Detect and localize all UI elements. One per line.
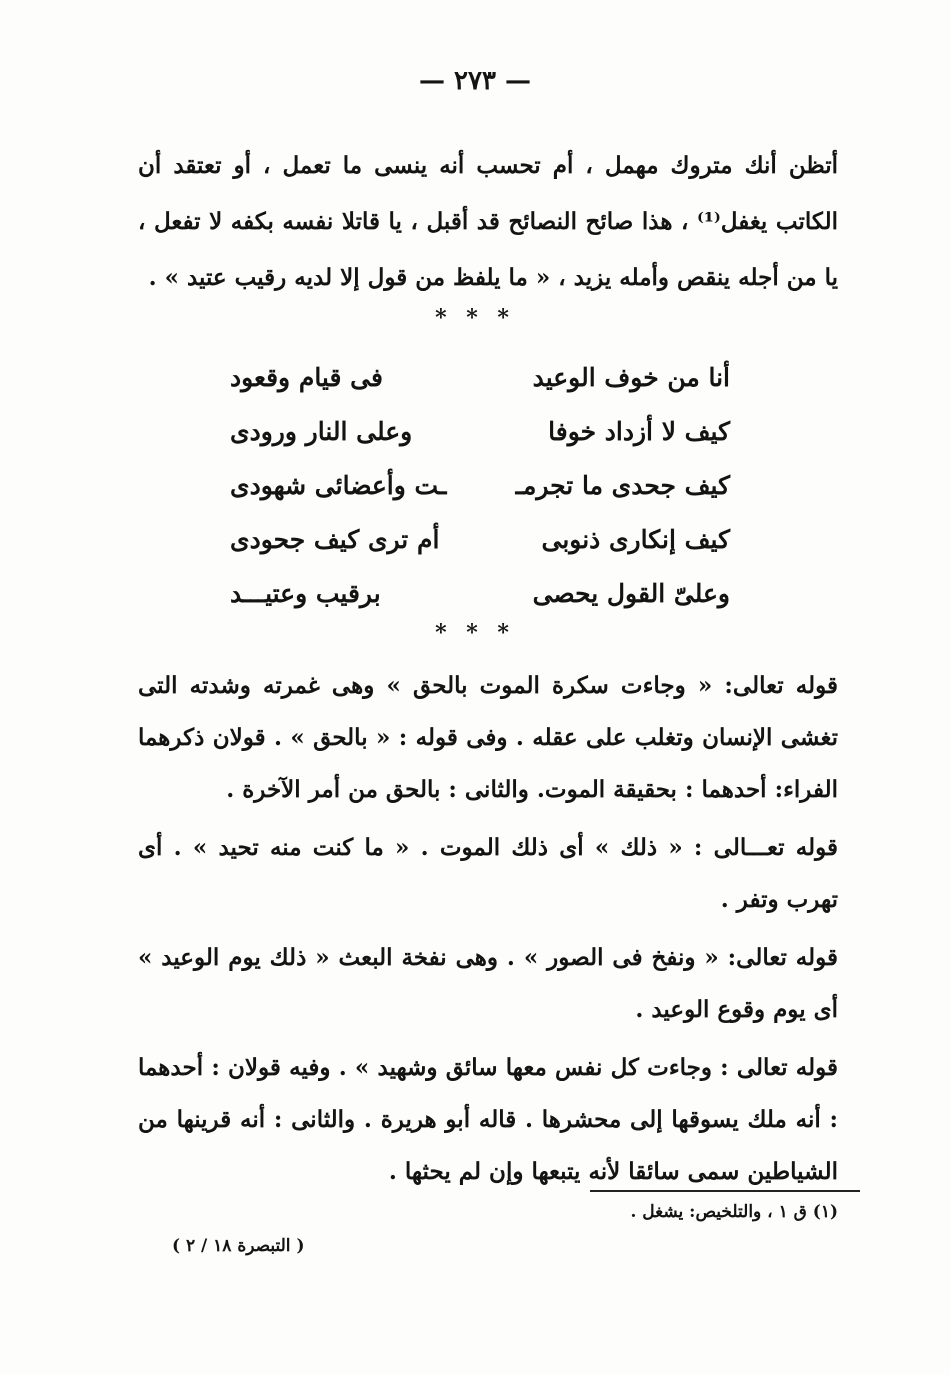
poem-verse xyxy=(230,512,730,566)
verse-second-hemistich: فى قيام وقعود xyxy=(230,362,383,392)
verse-first-hemistich: وعلىّ القول يحصى xyxy=(532,578,730,608)
verse-second-hemistich: وعلى النار ورودى xyxy=(230,416,413,446)
poem-verse xyxy=(230,404,730,458)
tafsir-paragraph: قوله تعالى: « وجاءت سكرة الموت بالحق » وهى غمرته وشدته التى تغشى الإنسان وتغلب على عقله . وفى قوله : « بالحق » . قولان ذكرهما الفراء: أحدهما : بحقيقة الموت. والثانى : بالحق من أمر الآخرة . xyxy=(138,672,838,803)
verse-first-hemistich: كيف لا أزداد خوفا xyxy=(548,416,730,446)
separator-stars: * * * xyxy=(435,620,515,646)
tafsir-paragraph: قوله تعالى: « ونفخ فى الصور » . وهى نفخة البعث « ذلك يوم الوعيد » أى يوم وقوع الوعيد . xyxy=(138,944,838,1023)
intro-text: أتظن أنك متروك مهمل ، أم تحسب أنه ينسى ما تعمل ، أو تعتقد أن الكاتب يغفل⁽¹⁾ ، هذا صائح النصائح قد أقبل ، يا قاتلا نفسه بكفه لا تفعل ، يا من أجله ينقص وأمله يزيد ، « ما يلفظ من قول إلا لديه رقيب عتيد » . xyxy=(138,152,838,291)
verse-second-hemistich: برقيب وعتيـــد xyxy=(230,578,381,608)
page-number: — ٢٧٣ — xyxy=(418,66,532,96)
poem-verse xyxy=(230,458,730,512)
poem xyxy=(230,350,730,620)
tafsir-paragraph: قوله تعـــالى : « ذلك » أى ذلك الموت . « ما كنت منه تحيد » . أى تهرب وتفر . xyxy=(138,834,838,913)
verse-second-hemistich: ـت وأعضائى شهودى xyxy=(230,470,447,500)
verse-first-hemistich: كيف جحدى ما تجرمـ xyxy=(515,470,730,500)
verse-first-hemistich: أنا من خوف الوعيد xyxy=(532,362,730,392)
tafsir-paragraph: قوله تعالى : وجاءت كل نفس معها سائق وشهيد » . وفيه قولان : أحدهما : أنه ملك يسوقها إلى محشرها . قاله أبو هريرة . والثانى : أنه قرينها من الشياطين سمى سائقا لأنه يتبعها وإن لم يحثها . xyxy=(138,1054,838,1185)
source-reference: ( التبصرة ١٨ / ٢ ) xyxy=(172,1236,305,1256)
poem-verse xyxy=(230,350,730,404)
tafsir-section xyxy=(138,660,838,1204)
verse-second-hemistich: أم ترى كيف جحودى xyxy=(230,524,440,554)
footnote: (١) ق ١ ، والتلخيص: يشغل . xyxy=(630,1202,838,1222)
separator-stars: * * * xyxy=(435,305,515,331)
footnote-divider xyxy=(590,1190,860,1192)
intro-paragraph xyxy=(138,138,838,306)
verse-first-hemistich: كيف إنكارى ذنوبى xyxy=(541,524,730,554)
poem-verse xyxy=(230,566,730,620)
